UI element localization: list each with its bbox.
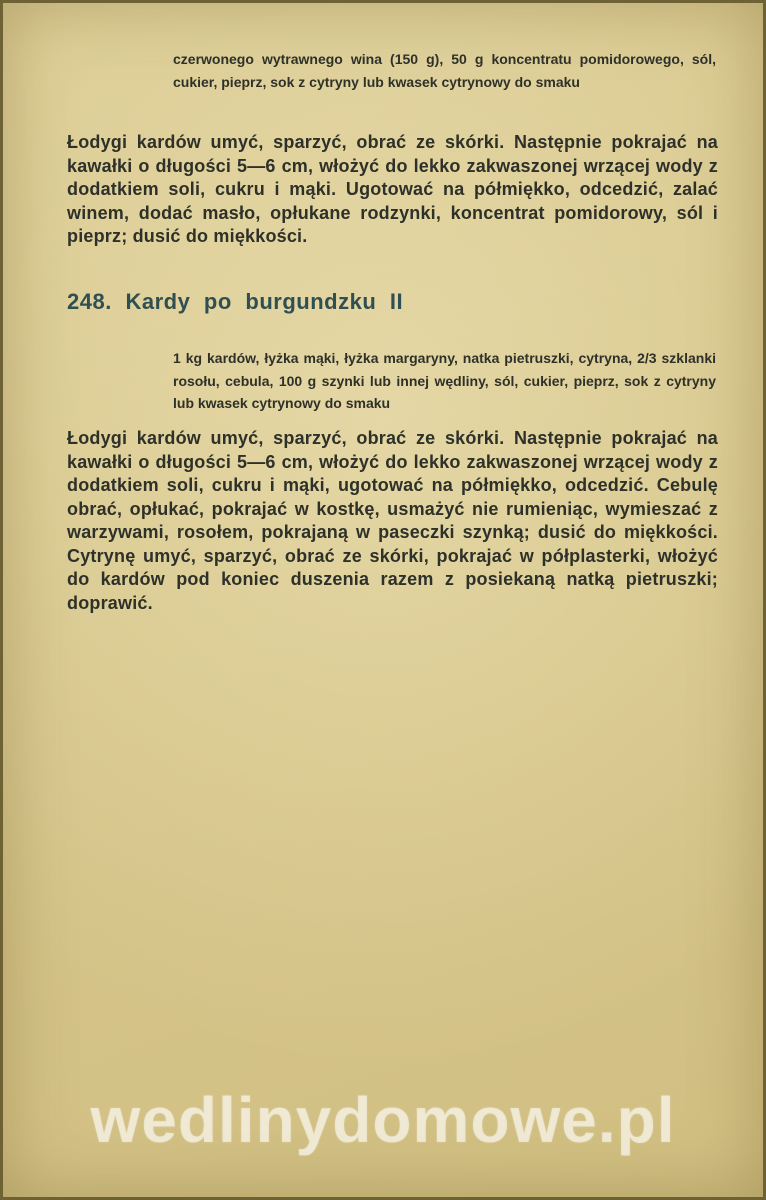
previous-recipe-ingredients-continuation: czerwonego wytrawnego wina (150 g), 50 g koncentratu pomidorowego, sól, cukier, pieprz, sok z cytryny lub kwasek cytrynowy do smaku [173,51,716,90]
recipe-ingredients: 1 kg kardów, łyżka mąki, łyżka margaryny, natka pietruszki, cytryna, 2/3 szklanki rosołu, cebula, 100 g szynki lub innej wędliny, sól, cukier, pieprz, sok z cytryny lub kwasek cytrynowy do smaku [173,350,716,411]
previous-recipe-instructions: Łodygi kardów umyć, sparzyć, obrać ze skórki. Następnie pokrajać na kawałki o długości 5—6 cm, włożyć do lekko zakwaszonej wrzącej wody z dodatkiem soli, cukru i mąki. Ugotować na półmiękko, odcedzić, zalać winem, dodać masło, opłukane rodzynki, koncentrat pomidorowy, sól i pieprz; dusić do miękkości. [67,132,718,246]
recipe-title: Kardy po burgundzku II [125,289,404,314]
recipe-instructions: Łodygi kardów umyć, sparzyć, obrać ze skórki. Następnie pokrajać na kawałki o długości 5—6 cm, włożyć do lekko zakwaszonej wrzącej wody z dodatkiem soli, cukru i mąki, ugotować na półmiękko, odcedzić. Cebulę obrać, opłukać, pokrajać w kostkę, usmażyć nie rumieniąc, wymieszać z warzywami, rosołem, pokrajaną w paseczki szynką; dusić do miękkości. Cytrynę umyć, sparzyć, obrać ze skórki, pokrajać w półplasterki, włożyć do kardów pod koniec duszenia razem z posiekaną natką pietruszki; doprawić. [67,428,718,613]
recipe-number: 248. [67,289,112,314]
watermark: wedlinydomowe.pl [90,1084,676,1156]
recipe-heading [67,289,403,315]
